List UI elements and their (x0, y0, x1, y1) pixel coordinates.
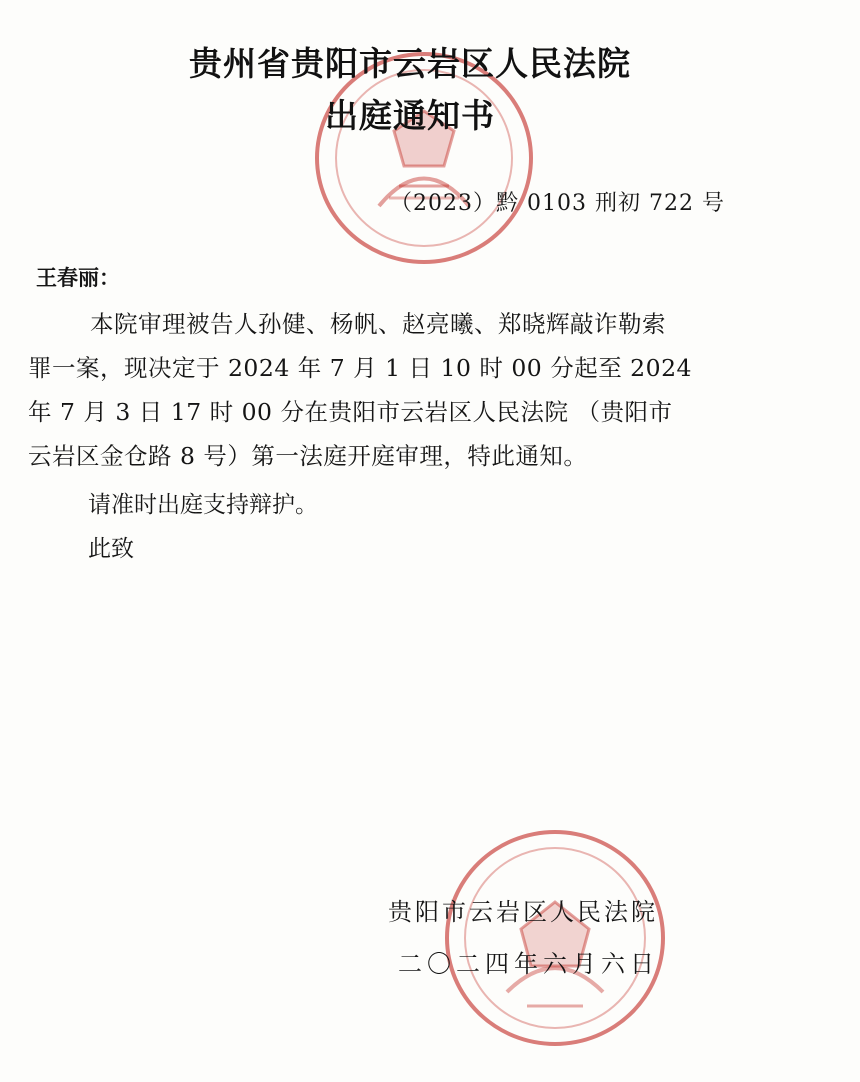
body-line-3: 年 7 月 3 日 17 时 00 分在贵阳市云岩区人民法院 （贵阳市 (28, 398, 673, 426)
court-seal-icon (445, 830, 665, 1046)
body-line-1: 本院审理被告人孙健、杨帆、赵亮曦、郑晓辉敲诈勒索 (90, 310, 666, 338)
case-number: （2023）黔 0103 刑初 722 号 (390, 191, 725, 216)
notice-body (28, 302, 758, 478)
body-line-2: 罪一案，现决定于 2024 年 7 月 1 日 10 时 00 分起至 2024 (28, 354, 692, 382)
court-seal-emblem (449, 834, 661, 1042)
court-title: 贵州省贵阳市云岩区人民法院 (189, 44, 631, 83)
recipient-name: 王春丽： (36, 266, 120, 290)
signature-organization: 贵阳市云岩区人民法院 (388, 898, 658, 926)
closing-salutation: 此致 (88, 536, 134, 562)
body-line-4: 云岩区金仓路 8 号）第一法庭开庭审理，特此通知。 (28, 442, 588, 470)
court-seal-emblem (319, 56, 529, 260)
notice-title: 出庭通知书 (325, 96, 495, 135)
closing-instruction: 请准时出庭支持辩护。 (88, 492, 318, 518)
signature-date: 二〇二四年六月六日 (398, 950, 659, 978)
